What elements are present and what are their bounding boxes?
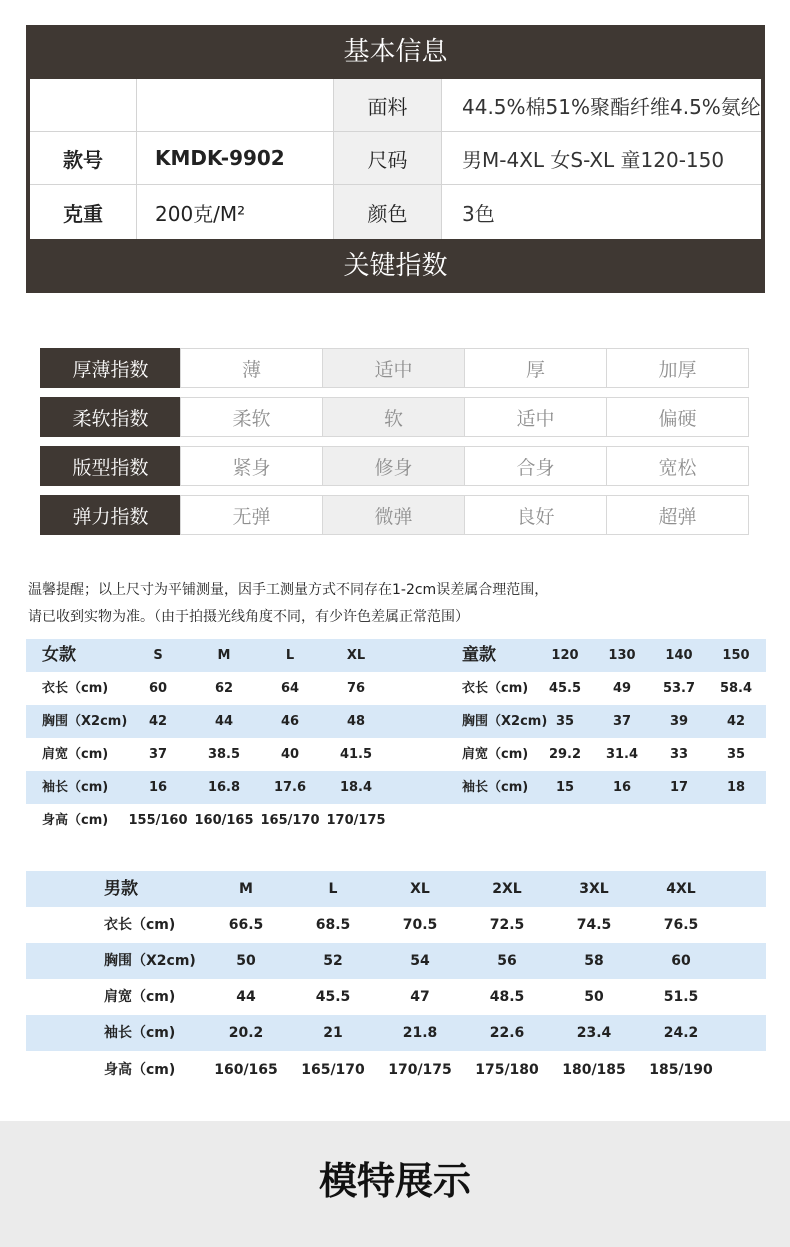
index-row-elasticity: [40, 495, 752, 535]
table-row-label: 衣长（cm): [462, 681, 529, 696]
model-showcase-banner: [0, 1121, 790, 1247]
table-row-label: 胸围（X2cm): [462, 714, 548, 729]
table-cell: 165/170: [260, 813, 320, 828]
table-cell: M: [239, 881, 253, 897]
table-cell: 16.8: [207, 780, 241, 795]
table-cell: 48: [346, 714, 366, 729]
table-cell: 70.5: [402, 917, 438, 933]
table-cell: 22.6: [489, 1025, 525, 1041]
table-cell: 35: [726, 747, 746, 762]
table-cell: 62: [214, 681, 234, 696]
table-row-label: 胸围（X2cm): [42, 714, 128, 729]
women-kids-size-table: [26, 639, 766, 837]
table-row: [26, 738, 766, 771]
table-cell: 44: [214, 714, 234, 729]
table-cell: 39: [669, 714, 689, 729]
index-option: 紧身: [180, 446, 323, 486]
info-value-style-no: KMDK-9902: [137, 132, 334, 184]
info-label-fabric: 面料: [334, 79, 442, 131]
table-cell: 40: [280, 747, 300, 762]
table-cell: 68.5: [315, 917, 351, 933]
table-row: [26, 1052, 766, 1088]
table-cell: 60: [671, 953, 691, 969]
table-row-label: 袖长（cm): [462, 780, 529, 795]
table-row-label: 胸围（X2cm): [104, 953, 196, 969]
table-row-label: 袖长（cm): [42, 780, 109, 795]
kids-header-label: 童款: [462, 645, 496, 665]
table-row: [26, 705, 766, 738]
info-label-size: 尺码: [334, 132, 442, 184]
table-cell: 42: [726, 714, 746, 729]
index-option-selected: 软: [322, 397, 465, 437]
table-cell: 21: [323, 1025, 343, 1041]
table-cell: 49: [612, 681, 632, 696]
index-label: 柔软指数: [40, 397, 181, 437]
table-cell: 66.5: [228, 917, 264, 933]
index-option: 柔软: [180, 397, 323, 437]
index-label: 厚薄指数: [40, 348, 181, 388]
table-cell: 18.4: [339, 780, 373, 795]
table-cell: 33: [669, 747, 689, 762]
table-row-label: 身高（cm): [104, 1062, 176, 1078]
info-value-color: 3色: [462, 201, 495, 226]
table-cell: 52: [323, 953, 343, 969]
table-cell: 45.5: [548, 681, 582, 696]
table-cell: 48.5: [489, 989, 525, 1005]
table-cell: 29.2: [548, 747, 582, 762]
basic-info-row: [30, 132, 761, 185]
index-row-thickness: [40, 348, 752, 388]
basic-info-panel: [26, 25, 765, 293]
table-cell: 31.4: [605, 747, 639, 762]
table-cell: M: [217, 648, 231, 663]
table-cell: XL: [346, 648, 366, 663]
table-cell: 2XL: [492, 881, 522, 897]
table-cell: 24.2: [663, 1025, 699, 1041]
table-header-row: [26, 871, 766, 907]
index-option-selected: 适中: [322, 348, 465, 388]
table-cell: 160/165: [214, 1062, 278, 1078]
table-cell: 170/175: [326, 813, 386, 828]
info-value-fabric: 44.5%棉51%聚酯纤维4.5%氨纶: [462, 94, 761, 119]
table-cell: S: [153, 648, 163, 663]
info-value-size: 男M-4XL 女S-XL 童120-150: [462, 147, 725, 172]
table-cell: 17.6: [273, 780, 307, 795]
table-row: [26, 943, 766, 979]
index-option: 薄: [180, 348, 323, 388]
measurement-note: [28, 577, 548, 631]
table-cell: 76.5: [663, 917, 699, 933]
basic-info-grid: [30, 79, 761, 239]
table-cell: 120: [551, 648, 579, 663]
index-label: 弹力指数: [40, 495, 181, 535]
table-cell: 21.8: [402, 1025, 438, 1041]
table-cell: 160/165: [194, 813, 254, 828]
table-row: [26, 672, 766, 705]
table-cell: 58: [584, 953, 604, 969]
table-cell: 60: [148, 681, 168, 696]
table-cell: XL: [410, 881, 430, 897]
table-cell: 130: [608, 648, 636, 663]
table-cell: 46: [280, 714, 300, 729]
table-cell: 3XL: [579, 881, 609, 897]
table-cell: 16: [148, 780, 168, 795]
table-cell: 45.5: [315, 989, 351, 1005]
table-cell: 38.5: [207, 747, 241, 762]
index-option: 无弹: [180, 495, 323, 535]
index-option: 加厚: [606, 348, 749, 388]
info-label-color: 颜色: [334, 185, 442, 239]
table-row-label: 衣长（cm): [104, 917, 176, 933]
men-header-label: 男款: [104, 879, 138, 899]
table-cell: 42: [148, 714, 168, 729]
table-row: [26, 1015, 766, 1051]
table-cell: 170/175: [388, 1062, 452, 1078]
table-row: [26, 907, 766, 943]
index-row-softness: [40, 397, 752, 437]
table-cell: 17: [669, 780, 689, 795]
key-index-title: 关键指数: [343, 251, 448, 281]
table-cell: L: [328, 881, 338, 897]
table-cell: 20.2: [228, 1025, 264, 1041]
info-label-style-no: 款号: [30, 132, 137, 184]
table-cell: 4XL: [666, 881, 696, 897]
table-cell: 47: [410, 989, 430, 1005]
women-header-label: 女款: [42, 645, 76, 665]
table-cell: 50: [584, 989, 604, 1005]
table-row-label: 衣长（cm): [42, 681, 109, 696]
index-option: 良好: [464, 495, 607, 535]
table-cell: 37: [612, 714, 632, 729]
index-option-selected: 修身: [322, 446, 465, 486]
index-option: 偏硬: [606, 397, 749, 437]
table-row: [26, 771, 766, 804]
index-option-selected: 微弹: [322, 495, 465, 535]
info-label: [30, 79, 137, 131]
table-cell: 72.5: [489, 917, 525, 933]
table-cell: 37: [148, 747, 168, 762]
table-cell: 180/185: [562, 1062, 626, 1078]
table-cell: 15: [555, 780, 575, 795]
note-line: 温馨提醒；以上尺寸为平铺测量，因手工测量方式不同存在1-2cm误差属合理范围，: [28, 582, 549, 598]
table-cell: 18: [726, 780, 746, 795]
index-row-fit: [40, 446, 752, 486]
table-cell: 50: [236, 953, 256, 969]
table-row-label: 肩宽（cm): [42, 747, 109, 762]
index-option: 宽松: [606, 446, 749, 486]
table-header-row: [26, 639, 766, 672]
table-row-label: 肩宽（cm): [104, 989, 176, 1005]
model-showcase-title: 模特展示: [318, 1159, 471, 1203]
index-option: 厚: [464, 348, 607, 388]
table-cell: 175/180: [475, 1062, 539, 1078]
table-cell: 54: [410, 953, 430, 969]
index-option: 超弹: [606, 495, 749, 535]
table-cell: L: [285, 648, 295, 663]
table-cell: 185/190: [649, 1062, 713, 1078]
table-cell: 165/170: [301, 1062, 365, 1078]
table-row-label: 肩宽（cm): [462, 747, 529, 762]
table-cell: 155/160: [128, 813, 188, 828]
info-label-weight: 克重: [30, 185, 137, 239]
note-line: 请已收到实物为准。（由于拍摄光线角度不同，有少许色差属正常范围）: [28, 609, 469, 625]
table-row: [26, 804, 766, 837]
table-cell: 53.7: [662, 681, 696, 696]
table-row-label: 袖长（cm): [104, 1025, 176, 1041]
index-label: 版型指数: [40, 446, 181, 486]
table-row: [26, 979, 766, 1015]
table-cell: 74.5: [576, 917, 612, 933]
basic-info-row: [30, 185, 761, 239]
table-cell: 64: [280, 681, 300, 696]
table-cell: 150: [722, 648, 750, 663]
table-cell: 51.5: [663, 989, 699, 1005]
table-cell: 23.4: [576, 1025, 612, 1041]
table-cell: 44: [236, 989, 256, 1005]
table-cell: 140: [665, 648, 693, 663]
basic-info-row: [30, 79, 761, 132]
index-option: 合身: [464, 446, 607, 486]
table-row-label: 身高（cm): [42, 813, 109, 828]
basic-info-title: 基本信息: [343, 37, 448, 67]
table-cell: 58.4: [719, 681, 753, 696]
info-value-weight: 200克/M²: [137, 185, 334, 239]
table-cell: 56: [497, 953, 517, 969]
table-cell: 16: [612, 780, 632, 795]
table-cell: 35: [555, 714, 575, 729]
table-cell: 76: [346, 681, 366, 696]
info-value: [137, 79, 334, 131]
table-cell: 41.5: [339, 747, 373, 762]
index-option: 适中: [464, 397, 607, 437]
